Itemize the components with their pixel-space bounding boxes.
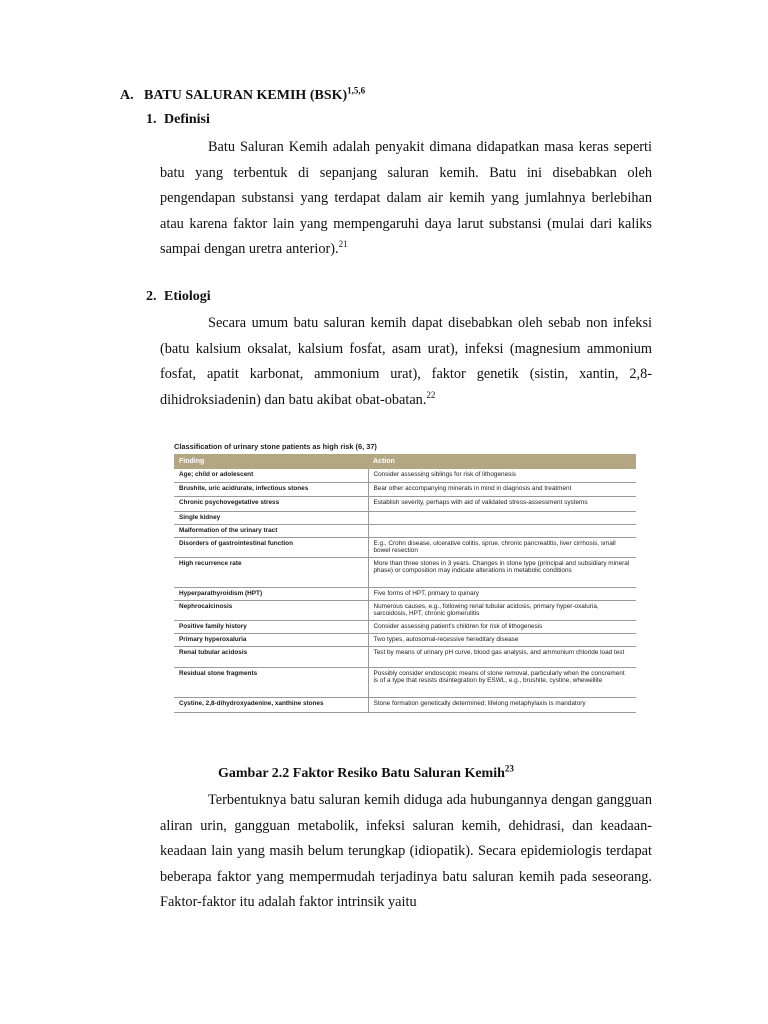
- subsection-heading-definisi: [146, 112, 210, 128]
- cell-finding: Primary hyperoxaluria: [174, 633, 368, 646]
- subsection-number: 1.: [146, 112, 157, 127]
- cell-action: Bear other accompanying minerals in mind in diagnosis and treatment: [368, 482, 636, 496]
- cell-finding: Hyperparathyroidism (HPT): [174, 587, 368, 600]
- paragraph-definisi: [160, 135, 652, 263]
- table-row: [174, 537, 636, 557]
- table-row: [174, 620, 636, 633]
- subsection-number: 2.: [146, 289, 157, 304]
- table-row: [174, 633, 636, 646]
- section-title: BATU SALURAN KEMIH (BSK): [144, 88, 348, 103]
- citation-ref: 21: [338, 239, 348, 250]
- cell-finding: High recurrence rate: [174, 557, 368, 587]
- table-row: [174, 482, 636, 496]
- table-title: Classification of urinary stone patients as high risk (6, 37): [174, 442, 377, 451]
- table-row: [174, 469, 636, 482]
- table-row: [174, 496, 636, 511]
- subsection-heading-etiologi: [146, 289, 211, 305]
- citation-ref: 22: [426, 389, 436, 400]
- cell-action: Possibly consider endoscopic means of stone removal, particularly when the concrement is of a type that resists disintegration by ESWL, e.g., brushite, cystine, whewellite: [368, 667, 636, 697]
- cell-action: More than three stones in 3 years. Changes in stone type (principal and subsidiary mineral phase) or composition may indicate alterations in metabolic conditions: [368, 557, 636, 587]
- cell-action: E.g., Crohn disease, ulcerative colitis, sprue, chronic pancreatitis, liver cirrhosis, small bowel resection: [368, 537, 636, 557]
- table-row: [174, 524, 636, 537]
- table-row: [174, 697, 636, 712]
- cell-finding: Age; child or adolescent: [174, 469, 368, 482]
- cell-finding: Positive family history: [174, 620, 368, 633]
- cell-action: Stone formation genetically determined; lifelong metaphylaxis is mandatory: [368, 697, 636, 712]
- cell-finding: Renal tubular acidosis: [174, 646, 368, 667]
- cell-action: [368, 524, 636, 537]
- table-row: [174, 557, 636, 587]
- figure-caption: [218, 763, 514, 782]
- table-row: [174, 646, 636, 667]
- table-body: [174, 469, 636, 712]
- cell-finding: Single kidney: [174, 511, 368, 524]
- table-row: [174, 511, 636, 524]
- section-refs: 1,5,6: [347, 85, 366, 96]
- paragraph-text: Secara umum batu saluran kemih dapat disebabkan oleh sebab non infeksi (batu kalsium oksalat, kalsium fosfat, asam urat), infeksi (magnesium ammonium fosfat, apatit karbonat, ammonium urat), faktor genetik (sistin, xantin, 2,8-dihidroksiadenin) dan batu akibat obat-obatan.: [160, 315, 652, 408]
- column-header-finding: Finding: [174, 454, 368, 469]
- cell-finding: Brushite, uric acid/urate, infectious stones: [174, 482, 368, 496]
- cell-finding: Disorders of gastrointestinal function: [174, 537, 368, 557]
- caption-text: Gambar 2.2 Faktor Resiko Batu Saluran Kemih: [218, 766, 505, 781]
- caption-ref: 23: [504, 763, 514, 774]
- subsection-title: Definisi: [164, 112, 210, 127]
- table-row: [174, 667, 636, 697]
- cell-finding: Chronic psychovegetative stress: [174, 496, 368, 511]
- cell-finding: Residual stone fragments: [174, 667, 368, 697]
- section-number: A.: [120, 88, 134, 103]
- cell-action: Numerous causes, e.g., following renal tubular acidosis, primary hyper-oxaluria, sarcoidosis, HPT, chronic glomerulitis: [368, 600, 636, 620]
- cell-action: Establish severity, perhaps with aid of validated stress-assessment systems: [368, 496, 636, 511]
- paragraph-text: Batu Saluran Kemih adalah penyakit dimana didapatkan masa keras seperti batu yang terbentuk di sepanjang saluran kemih. Batu ini disebabkan oleh pengendapan substansi yang terdapat dalam air kemih yang jumlahnya berlebihan atau karena faktor lain yang mempengaruhi daya larut substansi (mulai dari kaliks sampai dengan uretra anterior).: [160, 139, 652, 257]
- column-header-action: Action: [368, 454, 636, 469]
- risk-classification-table: [174, 454, 636, 713]
- figure-risk-table: [174, 440, 636, 713]
- section-heading: [120, 85, 366, 104]
- table-row: [174, 587, 636, 600]
- cell-action: Consider assessing siblings for risk of lithogenesis: [368, 469, 636, 482]
- table-row: [174, 600, 636, 620]
- cell-action: [368, 511, 636, 524]
- cell-action: Test by means of urinary pH curve, blood gas analysis, and ammonium chloride load test: [368, 646, 636, 667]
- cell-finding: Nephrocalcinosis: [174, 600, 368, 620]
- cell-action: Five forms of HPT, primary to quinary: [368, 587, 636, 600]
- cell-finding: Malformation of the urinary tract: [174, 524, 368, 537]
- cell-action: Two types, autosomal-recessive hereditary disease: [368, 633, 636, 646]
- paragraph-text: Terbentuknya batu saluran kemih diduga ada hubungannya dengan gangguan aliran urin, gangguan metabolik, infeksi saluran kemih, dehidrasi, dan keadaan-keadaan lain yang masih belum terungkap (idiopatik). Secara epidemiologis terdapat beberapa faktor yang mempermudah terjadinya batu saluran kemih pada seseorang. Faktor-faktor itu adalah faktor intrinsik yaitu: [160, 792, 652, 910]
- paragraph-etiologi: [160, 311, 652, 413]
- subsection-title: Etiologi: [164, 289, 211, 304]
- cell-finding: Cystine, 2,8-dihydroxyadenine, xanthine stones: [174, 697, 368, 712]
- paragraph-closing: [160, 788, 652, 916]
- cell-action: Consider assessing patient's children for risk of lithogenesis: [368, 620, 636, 633]
- table-header-row: [174, 454, 636, 469]
